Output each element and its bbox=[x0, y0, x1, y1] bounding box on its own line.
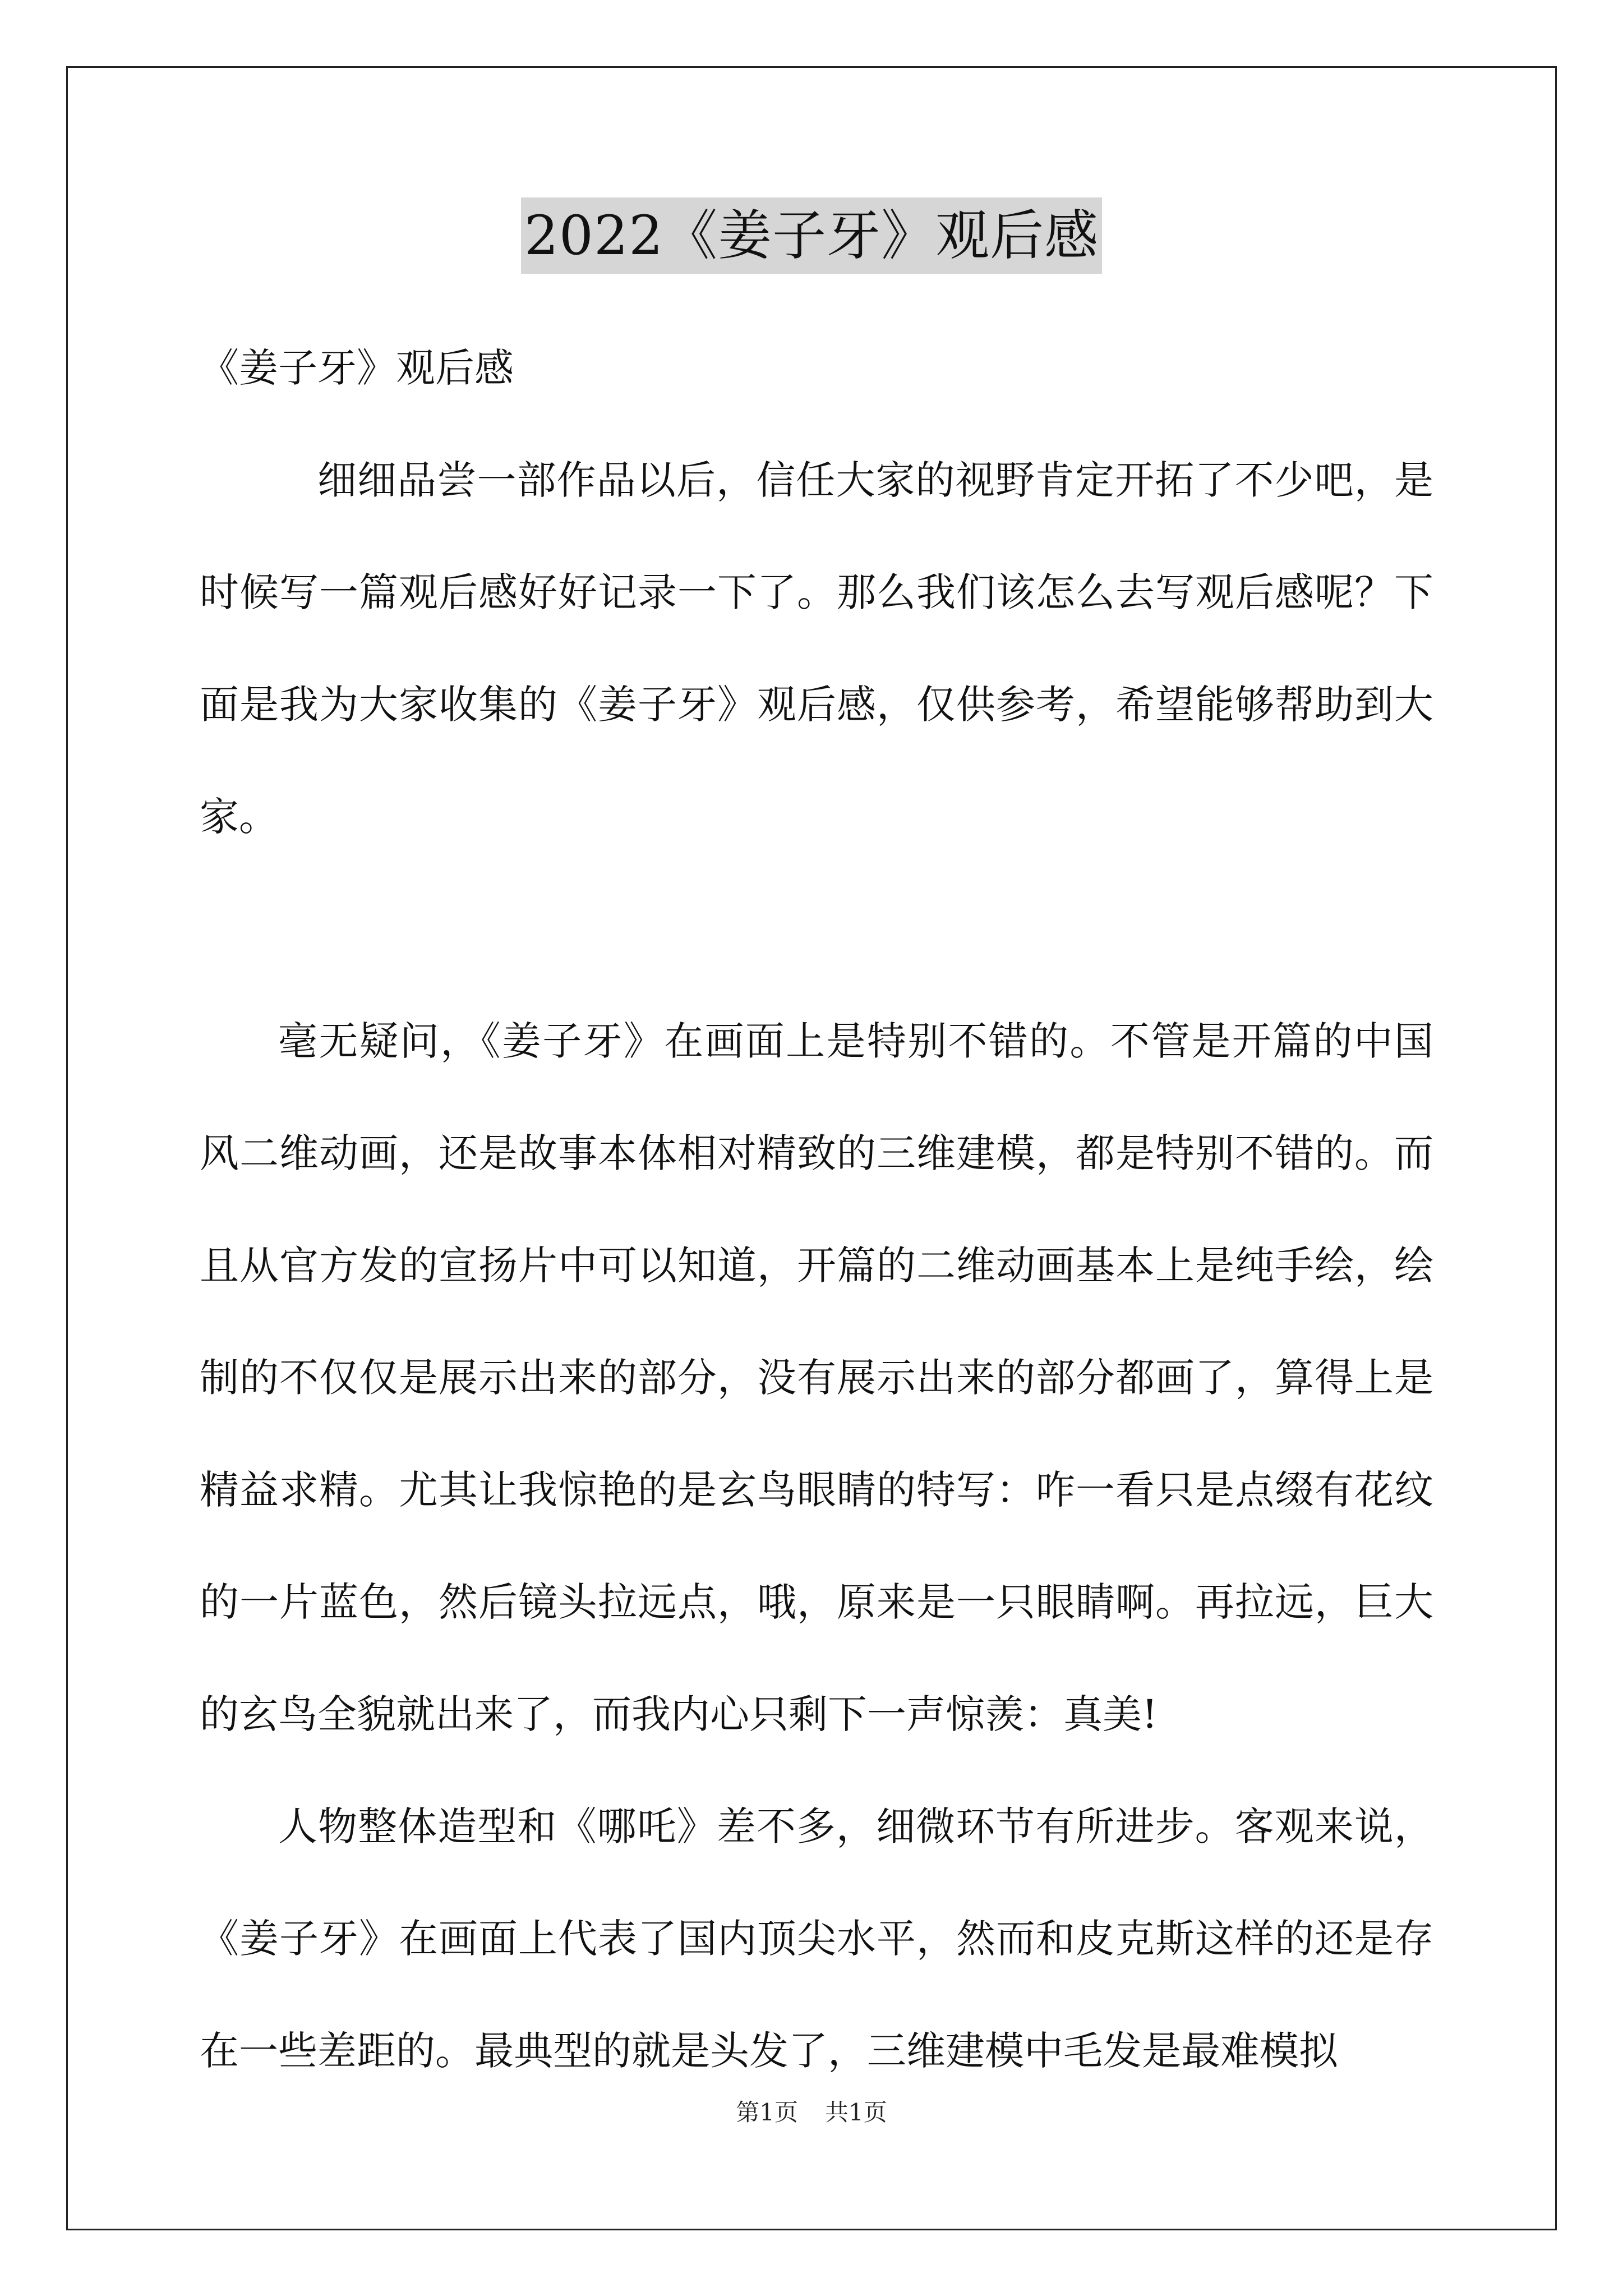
paragraph-spacer bbox=[200, 873, 1433, 985]
document-subtitle: 《姜子牙》观后感 bbox=[200, 345, 514, 391]
document-title: 2022《姜子牙》观后感 bbox=[521, 197, 1102, 274]
paragraph-visuals: 毫无疑问，《姜子牙》在画面上是特别不错的。不管是开篇的中国风二维动画，还是故事本体相对精致的三维建模，都是特别不错的。而且从官方发的宣扬片中可以知道，开篇的二维动画基本上是纯手绘，绘制的不仅仅是展示出来的部分，没有展示出来的部分都画了，算得上是精益求精。尤其让我惊艳的是玄鸟眼睛的特写：咋一看只是点缀有花纹的一片蓝色，然后镜头拉远点，哦，原来是一只眼睛啊。再拉远，巨大的玄鸟全貌就出来了，而我内心只剩下一声惊羡：真美! bbox=[200, 1018, 1433, 1737]
page-number-current: 第1页 bbox=[736, 2099, 798, 2126]
paragraph-intro: 细细品尝一部作品以后，信任大家的视野肯定开拓了不少吧，是时候写一篇观后感好好记录一下了。那么我们该怎么去写观后感呢？下面是我为大家收集的《姜子牙》观后感，仅供参考，希望能够帮助到大家。 bbox=[200, 457, 1433, 840]
paragraph-characters: 人物整体造型和《哪吒》差不多，细微环节有所进步。客观来说，《姜子牙》在画面上代表了国内顶尖水平，然而和皮克斯这样的还是存在一些差距的。最典型的就是头发了，三维建模中毛发是最难模拟 bbox=[200, 1803, 1433, 2074]
title-container bbox=[0, 197, 1623, 274]
page-footer bbox=[0, 2096, 1623, 2129]
document-body bbox=[200, 312, 1433, 2107]
page-number-total: 共1页 bbox=[825, 2099, 887, 2126]
